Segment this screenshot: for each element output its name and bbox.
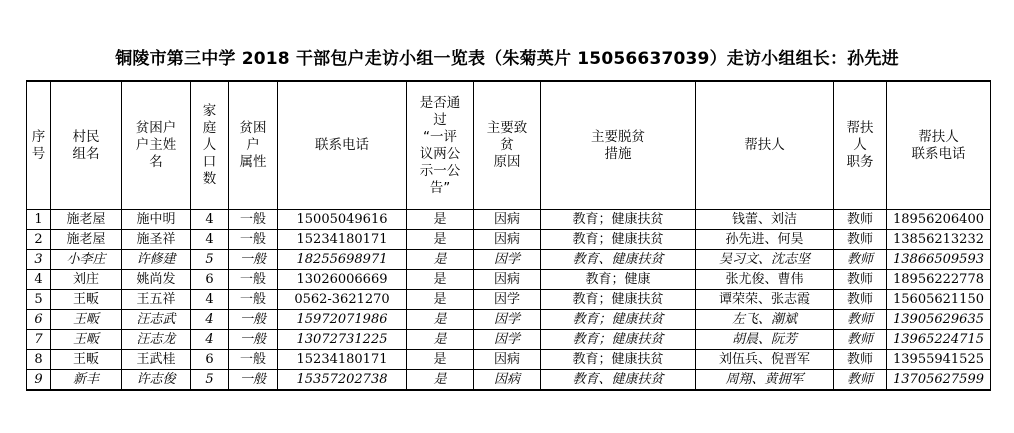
header-line: 家	[202, 103, 217, 119]
header-line: 帮扶	[846, 120, 874, 136]
header-line: 主要致	[486, 120, 528, 136]
cell-household-type: 一般	[229, 270, 278, 290]
cell-family-size: 4	[191, 290, 229, 310]
cell-household-type: 一般	[229, 230, 278, 250]
cell-helper: 吴习文、沈志坚	[696, 250, 834, 270]
cell-household-head: 姚尚发	[122, 270, 191, 290]
cell-contact-phone: 13026006669	[278, 270, 407, 290]
header-line: 号	[31, 145, 46, 162]
cell-helper-phone: 13856213232	[887, 230, 991, 250]
cell-village-group: 王畈	[51, 290, 122, 310]
header-line: 原因	[493, 154, 521, 170]
cell-helper-title: 教师	[834, 210, 887, 230]
header-line: 人	[853, 137, 867, 153]
cell-household-head: 王五祥	[122, 290, 191, 310]
cell-public-review: 是	[407, 230, 474, 250]
table-row	[27, 210, 991, 230]
cell-family-size: 4	[191, 210, 229, 230]
cell-family-size: 5	[191, 250, 229, 270]
cell-relief-measures: 教育；健康扶贫	[541, 230, 696, 250]
cell-relief-measures: 教育、健康扶贫	[541, 370, 696, 391]
header-line: 贫	[500, 137, 514, 153]
cell-helper: 周翔、黄拥军	[696, 370, 834, 391]
table-row	[27, 310, 991, 330]
header-line: 村民	[72, 128, 100, 145]
header-line: 属性	[239, 154, 267, 170]
header-line: 联系电话	[315, 137, 369, 153]
header-line: 议两公	[419, 145, 461, 162]
cell-household-type: 一般	[229, 370, 278, 391]
header-line: 主要脱贫	[591, 128, 645, 145]
cell-serial-number: 3	[27, 250, 51, 270]
cell-helper-phone: 13905629635	[887, 310, 991, 330]
cell-poverty-cause: 因学	[474, 290, 541, 310]
header-line: 告”	[429, 179, 451, 196]
cell-helper-title: 教师	[834, 290, 887, 310]
cell-helper: 张尤俊、曹伟	[696, 270, 834, 290]
cell-helper: 左飞、潮斌	[696, 310, 834, 330]
cell-helper: 钱蕾、刘洁	[696, 210, 834, 230]
cell-relief-measures: 教育；健康扶贫	[541, 210, 696, 230]
cell-household-type: 一般	[229, 330, 278, 350]
cell-household-head: 王武桂	[122, 350, 191, 370]
cell-helper-title: 教师	[834, 230, 887, 250]
cell-village-group: 王畈	[51, 350, 122, 370]
table-row	[27, 370, 991, 391]
cell-contact-phone: 15005049616	[278, 210, 407, 230]
cell-helper-title: 教师	[834, 270, 887, 290]
cell-poverty-cause: 因病	[474, 370, 541, 391]
cell-helper: 刘伍兵、倪晋军	[696, 350, 834, 370]
cell-contact-phone: 15234180171	[278, 230, 407, 250]
header-public-review	[407, 81, 474, 210]
cell-relief-measures: 教育；健康扶贫	[541, 310, 696, 330]
cell-relief-measures: 教育、健康扶贫	[541, 250, 696, 270]
cell-public-review: 是	[407, 250, 474, 270]
cell-village-group: 施老屋	[51, 230, 122, 250]
table-row	[27, 330, 991, 350]
cell-public-review: 是	[407, 290, 474, 310]
cell-poverty-cause: 因病	[474, 350, 541, 370]
cell-serial-number: 5	[27, 290, 51, 310]
header-line: 庭	[202, 120, 217, 136]
cell-contact-phone: 15357202738	[278, 370, 407, 391]
header-line: 口	[202, 154, 217, 170]
cell-household-head: 汪志龙	[122, 330, 191, 350]
cell-contact-phone: 18255698971	[278, 250, 407, 270]
header-line: 过	[433, 111, 447, 128]
cell-household-head: 汪志武	[122, 310, 191, 330]
cell-serial-number: 9	[27, 370, 51, 391]
cell-village-group: 施老屋	[51, 210, 122, 230]
header-household-head	[122, 81, 191, 210]
table-row	[27, 230, 991, 250]
cell-helper: 胡晨、阮芳	[696, 330, 834, 350]
header-line: 示一公	[419, 162, 461, 179]
table-row	[27, 270, 991, 290]
cell-poverty-cause: 因病	[474, 210, 541, 230]
cell-public-review: 是	[407, 370, 474, 391]
cell-helper-phone: 13866509593	[887, 250, 991, 270]
cell-public-review: 是	[407, 270, 474, 290]
header-village-group	[51, 81, 122, 210]
cell-helper: 孙先进、何昊	[696, 230, 834, 250]
cell-helper-phone: 18956222778	[887, 270, 991, 290]
cell-helper: 谭荣荣、张志霞	[696, 290, 834, 310]
cell-relief-measures: 教育；健康扶贫	[541, 290, 696, 310]
header-line: 帮扶人	[918, 128, 959, 145]
header-line: 措施	[604, 145, 632, 162]
cell-helper-title: 教师	[834, 350, 887, 370]
header-line: “一评	[423, 128, 457, 145]
cell-poverty-cause: 因病	[474, 230, 541, 250]
cell-family-size: 4	[191, 330, 229, 350]
cell-contact-phone: 15972071986	[278, 310, 407, 330]
cell-poverty-cause: 因学	[474, 330, 541, 350]
cell-helper-title: 教师	[834, 250, 887, 270]
table-body	[27, 210, 991, 391]
header-line: 是否通	[419, 94, 461, 111]
cell-family-size: 6	[191, 270, 229, 290]
cell-public-review: 是	[407, 350, 474, 370]
cell-public-review: 是	[407, 210, 474, 230]
cell-household-type: 一般	[229, 250, 278, 270]
cell-contact-phone: 0562-3621270	[278, 290, 407, 310]
cell-helper-phone: 13965224715	[887, 330, 991, 350]
cell-helper-title: 教师	[834, 310, 887, 330]
cell-contact-phone: 15234180171	[278, 350, 407, 370]
cell-relief-measures: 教育；健康扶贫	[541, 350, 696, 370]
cell-household-type: 一般	[229, 210, 278, 230]
cell-serial-number: 6	[27, 310, 51, 330]
cell-household-head: 施中明	[122, 210, 191, 230]
header-line: 帮扶人	[744, 137, 785, 153]
header-family-size	[191, 81, 229, 210]
cell-village-group: 新丰	[51, 370, 122, 391]
header-helper-phone	[887, 81, 991, 210]
header-line: 贫困户	[135, 120, 177, 136]
cell-helper-phone: 13705627599	[887, 370, 991, 391]
cell-family-size: 4	[191, 230, 229, 250]
header-contact-phone	[278, 81, 407, 210]
cell-serial-number: 1	[27, 210, 51, 230]
cell-serial-number: 7	[27, 330, 51, 350]
header-line: 户	[246, 137, 260, 153]
table-row	[27, 350, 991, 370]
cell-village-group: 小李庄	[51, 250, 122, 270]
cell-serial-number: 8	[27, 350, 51, 370]
cell-helper-phone: 18956206400	[887, 210, 991, 230]
header-line: 名	[149, 154, 163, 170]
cell-poverty-cause: 因病	[474, 270, 541, 290]
cell-household-type: 一般	[229, 350, 278, 370]
cell-household-head: 许修建	[122, 250, 191, 270]
header-line: 职务	[846, 154, 874, 170]
header-line: 户主姓	[135, 137, 177, 153]
header-line: 贫困	[239, 120, 267, 136]
cell-serial-number: 4	[27, 270, 51, 290]
header-poverty-cause	[474, 81, 541, 210]
page-title: 铜陵市第三中学 2018 干部包户走访小组一览表（朱菊英片 15056637039）走访小组组长：孙先进	[115, 49, 899, 69]
cell-serial-number: 2	[27, 230, 51, 250]
cell-helper-phone: 13955941525	[887, 350, 991, 370]
cell-family-size: 5	[191, 370, 229, 391]
header-helper	[696, 81, 834, 210]
cell-village-group: 王畈	[51, 310, 122, 330]
cell-household-type: 一般	[229, 290, 278, 310]
header-household-type	[229, 81, 278, 210]
header-row	[27, 81, 991, 210]
cell-public-review: 是	[407, 330, 474, 350]
cell-household-head: 施圣祥	[122, 230, 191, 250]
header-line: 数	[202, 171, 217, 187]
cell-helper-title: 教师	[834, 330, 887, 350]
cell-contact-phone: 13072731225	[278, 330, 407, 350]
cell-poverty-cause: 因学	[474, 250, 541, 270]
cell-family-size: 6	[191, 350, 229, 370]
cell-helper-phone: 15605621150	[887, 290, 991, 310]
header-serial-number	[27, 81, 51, 210]
cell-family-size: 4	[191, 310, 229, 330]
cell-public-review: 是	[407, 310, 474, 330]
cell-poverty-cause: 因学	[474, 310, 541, 330]
cell-village-group: 刘庄	[51, 270, 122, 290]
header-line: 组名	[72, 145, 100, 162]
cell-household-head: 许志俊	[122, 370, 191, 391]
cell-relief-measures: 教育；健康	[541, 270, 696, 290]
header-helper-title	[834, 81, 887, 210]
header-line: 人	[202, 137, 217, 153]
visit-group-table	[26, 80, 991, 391]
cell-helper-title: 教师	[834, 370, 887, 391]
header-line: 序	[31, 128, 46, 145]
table-row	[27, 290, 991, 310]
cell-relief-measures: 教育；健康扶贫	[541, 330, 696, 350]
header-relief-measures	[541, 81, 696, 210]
cell-village-group: 王畈	[51, 330, 122, 350]
header-line: 联系电话	[911, 145, 966, 162]
table-row	[27, 250, 991, 270]
cell-household-type: 一般	[229, 310, 278, 330]
